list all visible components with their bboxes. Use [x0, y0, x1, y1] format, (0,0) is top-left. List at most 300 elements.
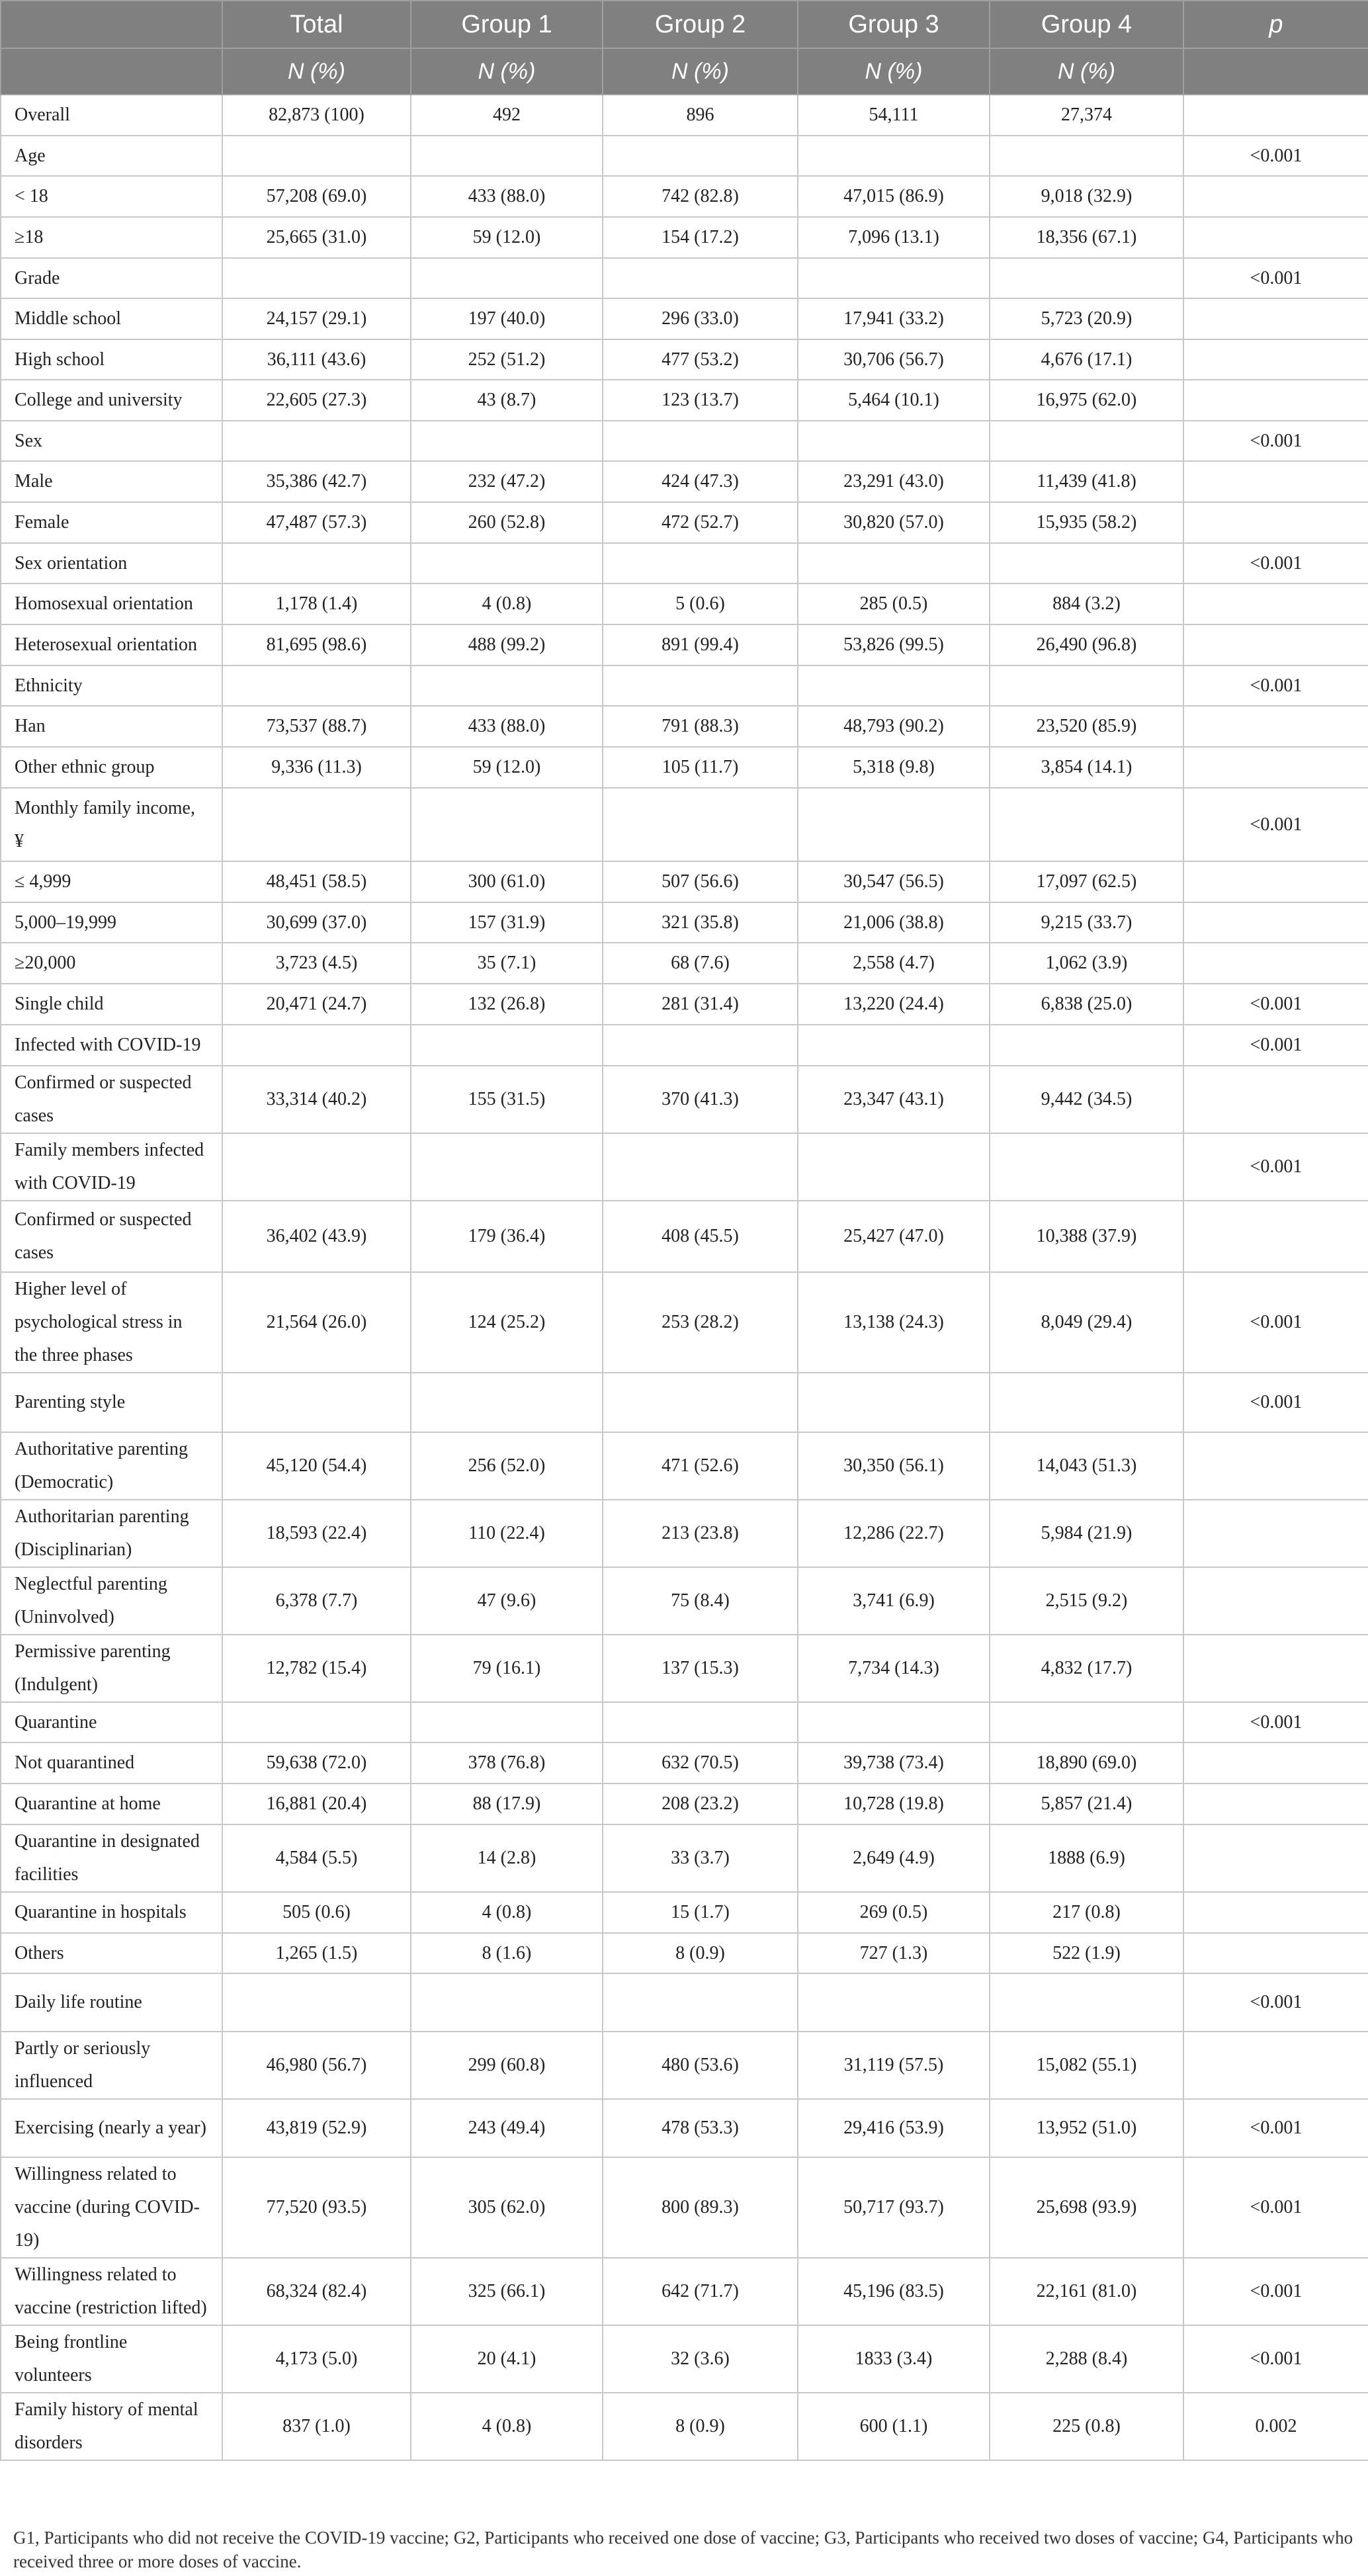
row-label-cell: Monthly family income, ¥	[1, 788, 222, 861]
row-label-cell: Other ethnic group	[1, 747, 222, 788]
p-value-cell: <0.001	[1183, 1973, 1368, 2032]
value-cell: 18,890 (69.0)	[990, 1742, 1183, 1783]
row-label-cell: ≥20,000	[1, 943, 222, 984]
value-cell	[222, 1025, 411, 1066]
p-value-cell: <0.001	[1183, 788, 1368, 861]
value-cell	[411, 543, 603, 583]
subheader-cell	[1183, 48, 1368, 95]
value-cell: 59,638 (72.0)	[222, 1742, 411, 1783]
value-cell: 4,832 (17.7)	[990, 1635, 1183, 1702]
value-cell: 17,097 (62.5)	[990, 861, 1183, 902]
table-row	[1, 2393, 1368, 2460]
value-cell: 2,288 (8.4)	[990, 2325, 1183, 2393]
table-row	[1, 1742, 1368, 1783]
value-cell: 18,593 (22.4)	[222, 1500, 411, 1567]
table-row	[1, 902, 1368, 943]
value-cell: 13,952 (51.0)	[990, 2099, 1183, 2157]
value-cell: 727 (1.3)	[798, 1933, 990, 1973]
value-cell	[798, 1973, 990, 2032]
value-cell	[990, 258, 1183, 298]
table-row	[1, 2258, 1368, 2325]
table-row	[1, 1825, 1368, 1892]
value-cell: 1,265 (1.5)	[222, 1933, 411, 1973]
row-label-cell: Middle school	[1, 298, 222, 339]
value-cell: 15,082 (55.1)	[990, 2032, 1183, 2099]
value-cell: 179 (36.4)	[411, 1201, 603, 1272]
table-row	[1, 543, 1368, 583]
value-cell: 59 (12.0)	[411, 217, 603, 258]
p-value-cell	[1183, 1825, 1368, 1892]
value-cell: 77,520 (93.5)	[222, 2157, 411, 2258]
value-cell: 299 (60.8)	[411, 2032, 603, 2099]
row-label-cell: Sex orientation	[1, 543, 222, 583]
header-cell-label	[1, 1, 222, 48]
table-row	[1, 217, 1368, 258]
p-value-cell	[1183, 902, 1368, 943]
value-cell: 30,699 (37.0)	[222, 902, 411, 943]
value-cell: 9,442 (34.5)	[990, 1066, 1183, 1133]
table-row	[1, 1783, 1368, 1825]
value-cell: 378 (76.8)	[411, 1742, 603, 1783]
value-cell: 33,314 (40.2)	[222, 1066, 411, 1133]
table-footnote: G1, Participants who did not receive the COVID-19 vaccine; G2, Participants who received one dose of vaccine; G3, Participants who received two doses of vaccine; G4, Participants who received three or more doses of vaccine.	[13, 2528, 1353, 2571]
value-cell: 25,698 (93.9)	[990, 2157, 1183, 2258]
value-cell: 154 (17.2)	[603, 217, 798, 258]
p-value-cell: <0.001	[1183, 665, 1368, 706]
value-cell: 26,490 (96.8)	[990, 624, 1183, 665]
value-cell: 137 (15.3)	[603, 1635, 798, 1702]
value-cell: 505 (0.6)	[222, 1892, 411, 1933]
value-cell: 132 (26.8)	[411, 984, 603, 1025]
value-cell: 47,015 (86.9)	[798, 176, 990, 217]
value-cell: 82,873 (100)	[222, 95, 411, 136]
value-cell	[798, 421, 990, 461]
value-cell: 47 (9.6)	[411, 1567, 603, 1635]
value-cell: 269 (0.5)	[798, 1892, 990, 1933]
row-label-cell: ≤ 4,999	[1, 861, 222, 902]
row-label-cell: Quarantine in hospitals	[1, 1892, 222, 1933]
value-cell: 15 (1.7)	[603, 1892, 798, 1933]
value-cell: 53,826 (99.5)	[798, 624, 990, 665]
value-cell: 296 (33.0)	[603, 298, 798, 339]
value-cell: 217 (0.8)	[990, 1892, 1183, 1933]
value-cell: 5,318 (9.8)	[798, 747, 990, 788]
value-cell: 5,857 (21.4)	[990, 1783, 1183, 1825]
row-label-cell: Overall	[1, 95, 222, 136]
value-cell	[222, 1702, 411, 1742]
value-cell: 1,178 (1.4)	[222, 583, 411, 624]
p-value-cell: <0.001	[1183, 2157, 1368, 2258]
value-cell	[990, 1025, 1183, 1066]
table-row	[1, 583, 1368, 624]
table-body	[1, 95, 1368, 2460]
value-cell: 57,208 (69.0)	[222, 176, 411, 217]
row-label-cell: < 18	[1, 176, 222, 217]
value-cell: 433 (88.0)	[411, 176, 603, 217]
value-cell: 105 (11.7)	[603, 747, 798, 788]
value-cell	[798, 1025, 990, 1066]
value-cell: 17,941 (33.2)	[798, 298, 990, 339]
table-row	[1, 1635, 1368, 1702]
row-label-cell: Homosexual orientation	[1, 583, 222, 624]
value-cell: 632 (70.5)	[603, 1742, 798, 1783]
value-cell	[411, 1025, 603, 1066]
table-row	[1, 421, 1368, 461]
value-cell	[222, 788, 411, 861]
p-value-cell: <0.001	[1183, 421, 1368, 461]
value-cell	[222, 543, 411, 583]
header-row	[1, 1, 1368, 48]
value-cell	[222, 1973, 411, 2032]
value-cell: 10,728 (19.8)	[798, 1783, 990, 1825]
p-value-cell: <0.001	[1183, 258, 1368, 298]
value-cell: 2,515 (9.2)	[990, 1567, 1183, 1635]
value-cell	[603, 788, 798, 861]
value-cell: 7,734 (14.3)	[798, 1635, 990, 1702]
value-cell: 45,120 (54.4)	[222, 1432, 411, 1500]
p-value-cell: <0.001	[1183, 1373, 1368, 1432]
table-row	[1, 1973, 1368, 2032]
value-cell: 433 (88.0)	[411, 706, 603, 747]
value-cell: 507 (56.6)	[603, 861, 798, 902]
value-cell: 30,820 (57.0)	[798, 502, 990, 543]
row-label-cell: Quarantine in designated facilities	[1, 1825, 222, 1892]
table-row	[1, 1702, 1368, 1742]
value-cell	[798, 1373, 990, 1432]
row-label-cell: Not quarantined	[1, 1742, 222, 1783]
row-label-cell: Infected with COVID-19	[1, 1025, 222, 1066]
value-cell	[222, 421, 411, 461]
value-cell: 8 (1.6)	[411, 1933, 603, 1973]
row-label-cell: Heterosexual orientation	[1, 624, 222, 665]
value-cell: 23,291 (43.0)	[798, 461, 990, 502]
value-cell: 50,717 (93.7)	[798, 2157, 990, 2258]
header-cell-group3: Group 3	[798, 1, 990, 48]
value-cell	[411, 1133, 603, 1201]
subheader-cell: N (%)	[798, 48, 990, 95]
value-cell: 3,854 (14.1)	[990, 747, 1183, 788]
value-cell	[798, 788, 990, 861]
value-cell: 20,471 (24.7)	[222, 984, 411, 1025]
value-cell: 9,336 (11.3)	[222, 747, 411, 788]
value-cell: 325 (66.1)	[411, 2258, 603, 2325]
value-cell	[798, 665, 990, 706]
value-cell	[603, 543, 798, 583]
value-cell: 12,782 (15.4)	[222, 1635, 411, 1702]
table-row	[1, 339, 1368, 380]
value-cell	[990, 1973, 1183, 2032]
value-cell: 252 (51.2)	[411, 339, 603, 380]
row-label-cell: Authoritarian parenting (Disciplinarian)	[1, 1500, 222, 1567]
p-value-cell: <0.001	[1183, 2325, 1368, 2393]
p-value-cell	[1183, 176, 1368, 217]
value-cell: 16,975 (62.0)	[990, 380, 1183, 421]
value-cell	[411, 788, 603, 861]
value-cell	[603, 421, 798, 461]
table-row	[1, 2157, 1368, 2258]
value-cell: 18,356 (67.1)	[990, 217, 1183, 258]
value-cell: 22,161 (81.0)	[990, 2258, 1183, 2325]
p-value-cell	[1183, 502, 1368, 543]
row-label-cell: Quarantine at home	[1, 1783, 222, 1825]
subheader-cell: N (%)	[603, 48, 798, 95]
row-label-cell: Partly or seriously influenced	[1, 2032, 222, 2099]
value-cell	[603, 665, 798, 706]
value-cell: 884 (3.2)	[990, 583, 1183, 624]
row-label-cell: Confirmed or suspected cases	[1, 1201, 222, 1272]
row-label-cell: Authoritative parenting (Democratic)	[1, 1432, 222, 1500]
table-row	[1, 1133, 1368, 1201]
value-cell: 600 (1.1)	[798, 2393, 990, 2460]
table-row	[1, 1025, 1368, 1066]
value-cell: 68,324 (82.4)	[222, 2258, 411, 2325]
p-value-cell: <0.001	[1183, 2099, 1368, 2157]
value-cell: 31,119 (57.5)	[798, 2032, 990, 2099]
value-cell: 488 (99.2)	[411, 624, 603, 665]
value-cell: 4 (0.8)	[411, 583, 603, 624]
value-cell: 522 (1.9)	[990, 1933, 1183, 1973]
value-cell	[798, 543, 990, 583]
value-cell: 285 (0.5)	[798, 583, 990, 624]
subheader-cell: N (%)	[222, 48, 411, 95]
value-cell: 10,388 (37.9)	[990, 1201, 1183, 1272]
p-value-cell	[1183, 943, 1368, 984]
p-value-cell	[1183, 1783, 1368, 1825]
value-cell	[222, 258, 411, 298]
value-cell: 13,220 (24.4)	[798, 984, 990, 1025]
value-cell: 157 (31.9)	[411, 902, 603, 943]
value-cell: 75 (8.4)	[603, 1567, 798, 1635]
value-cell: 12,286 (22.7)	[798, 1500, 990, 1567]
value-cell: 48,451 (58.5)	[222, 861, 411, 902]
value-cell	[798, 1702, 990, 1742]
value-cell: 21,006 (38.8)	[798, 902, 990, 943]
value-cell: 478 (53.3)	[603, 2099, 798, 2157]
value-cell	[990, 1702, 1183, 1742]
p-value-cell	[1183, 706, 1368, 747]
value-cell: 23,520 (85.9)	[990, 706, 1183, 747]
value-cell: 30,350 (56.1)	[798, 1432, 990, 1500]
value-cell: 54,111	[798, 95, 990, 136]
value-cell: 22,605 (27.3)	[222, 380, 411, 421]
value-cell: 800 (89.3)	[603, 2157, 798, 2258]
subheader-cell: N (%)	[990, 48, 1183, 95]
p-value-cell	[1183, 1635, 1368, 1702]
p-value-cell: <0.001	[1183, 1025, 1368, 1066]
row-label-cell: Han	[1, 706, 222, 747]
row-label-cell: Willingness related to vaccine (restriction lifted)	[1, 2258, 222, 2325]
value-cell: 197 (40.0)	[411, 298, 603, 339]
value-cell: 370 (41.3)	[603, 1066, 798, 1133]
subheader-row	[1, 48, 1368, 95]
p-value-cell	[1183, 380, 1368, 421]
table-row	[1, 136, 1368, 176]
p-value-cell	[1183, 1201, 1368, 1272]
p-value-cell: <0.001	[1183, 984, 1368, 1025]
value-cell	[411, 1973, 603, 2032]
value-cell: 5 (0.6)	[603, 583, 798, 624]
value-cell	[798, 136, 990, 176]
value-cell	[603, 1373, 798, 1432]
p-value-cell: 0.002	[1183, 2393, 1368, 2460]
value-cell: 11,439 (41.8)	[990, 461, 1183, 502]
value-cell: 39,738 (73.4)	[798, 1742, 990, 1783]
table-row	[1, 95, 1368, 136]
table-row	[1, 624, 1368, 665]
header-cell-total: Total	[222, 1, 411, 48]
value-cell: 47,487 (57.3)	[222, 502, 411, 543]
value-cell: 20 (4.1)	[411, 2325, 603, 2393]
value-cell	[603, 1702, 798, 1742]
value-cell: 5,984 (21.9)	[990, 1500, 1183, 1567]
p-value-cell	[1183, 339, 1368, 380]
p-value-cell: <0.001	[1183, 543, 1368, 583]
value-cell: 48,793 (90.2)	[798, 706, 990, 747]
p-value-cell	[1183, 1567, 1368, 1635]
row-label-cell: Being frontline volunteers	[1, 2325, 222, 2393]
value-cell: 88 (17.9)	[411, 1783, 603, 1825]
value-cell	[603, 258, 798, 298]
value-cell: 492	[411, 95, 603, 136]
value-cell: 15,935 (58.2)	[990, 502, 1183, 543]
row-label-cell: Male	[1, 461, 222, 502]
subheader-cell	[1, 48, 222, 95]
value-cell: 110 (22.4)	[411, 1500, 603, 1567]
value-cell: 3,741 (6.9)	[798, 1567, 990, 1635]
p-value-cell	[1183, 1892, 1368, 1933]
value-cell: 477 (53.2)	[603, 339, 798, 380]
table-row	[1, 2032, 1368, 2099]
value-cell: 9,215 (33.7)	[990, 902, 1183, 943]
table-row	[1, 706, 1368, 747]
p-value-cell	[1183, 461, 1368, 502]
value-cell: 281 (31.4)	[603, 984, 798, 1025]
value-cell: 16,881 (20.4)	[222, 1783, 411, 1825]
value-cell: 4 (0.8)	[411, 1892, 603, 1933]
table-row	[1, 2325, 1368, 2393]
value-cell	[798, 1133, 990, 1201]
value-cell: 46,980 (56.7)	[222, 2032, 411, 2099]
value-cell: 5,723 (20.9)	[990, 298, 1183, 339]
row-label-cell: ≥18	[1, 217, 222, 258]
header-cell-group4: Group 4	[990, 1, 1183, 48]
header-cell-group1: Group 1	[411, 1, 603, 48]
table-row	[1, 380, 1368, 421]
table-row	[1, 984, 1368, 1025]
value-cell: 225 (0.8)	[990, 2393, 1183, 2460]
value-cell	[411, 136, 603, 176]
value-cell: 35,386 (42.7)	[222, 461, 411, 502]
p-value-cell	[1183, 583, 1368, 624]
value-cell: 25,665 (31.0)	[222, 217, 411, 258]
value-cell: 6,838 (25.0)	[990, 984, 1183, 1025]
row-label-cell: Higher level of psychological stress in the three phases	[1, 1272, 222, 1373]
row-label-cell: Female	[1, 502, 222, 543]
header-cell-group2: Group 2	[603, 1, 798, 48]
value-cell: 5,464 (10.1)	[798, 380, 990, 421]
value-cell: 480 (53.6)	[603, 2032, 798, 2099]
table-row	[1, 1201, 1368, 1272]
table-row	[1, 1567, 1368, 1635]
table-row	[1, 461, 1368, 502]
row-label-cell: Willingness related to vaccine (during COVID-19)	[1, 2157, 222, 2258]
header-cell-p: p	[1183, 1, 1368, 48]
p-value-cell	[1183, 624, 1368, 665]
value-cell: 424 (47.3)	[603, 461, 798, 502]
row-label-cell: Family members infected with COVID-19	[1, 1133, 222, 1201]
value-cell	[222, 1373, 411, 1432]
table-row	[1, 1500, 1368, 1567]
value-cell: 30,547 (56.5)	[798, 861, 990, 902]
p-value-cell	[1183, 1500, 1368, 1567]
value-cell	[990, 1373, 1183, 1432]
value-cell: 30,706 (56.7)	[798, 339, 990, 380]
table-header	[1, 1, 1368, 95]
value-cell: 36,111 (43.6)	[222, 339, 411, 380]
p-value-cell	[1183, 298, 1368, 339]
table-row	[1, 298, 1368, 339]
value-cell: 9,018 (32.9)	[990, 176, 1183, 217]
value-cell: 68 (7.6)	[603, 943, 798, 984]
p-value-cell: <0.001	[1183, 136, 1368, 176]
value-cell	[411, 258, 603, 298]
value-cell: 896	[603, 95, 798, 136]
value-cell: 791 (88.3)	[603, 706, 798, 747]
value-cell: 408 (45.5)	[603, 1201, 798, 1272]
table-row	[1, 1373, 1368, 1432]
value-cell: 45,196 (83.5)	[798, 2258, 990, 2325]
value-cell: 232 (47.2)	[411, 461, 603, 502]
p-value-cell: <0.001	[1183, 1702, 1368, 1742]
row-label-cell: Permissive parenting (Indulgent)	[1, 1635, 222, 1702]
value-cell	[990, 1133, 1183, 1201]
value-cell: 2,558 (4.7)	[798, 943, 990, 984]
value-cell: 155 (31.5)	[411, 1066, 603, 1133]
row-label-cell: 5,000–19,999	[1, 902, 222, 943]
table-row	[1, 1272, 1368, 1373]
value-cell: 253 (28.2)	[603, 1272, 798, 1373]
row-label-cell: Sex	[1, 421, 222, 461]
value-cell: 43,819 (52.9)	[222, 2099, 411, 2157]
value-cell: 305 (62.0)	[411, 2157, 603, 2258]
row-label-cell: Ethnicity	[1, 665, 222, 706]
row-label-cell: High school	[1, 339, 222, 380]
row-label-cell: Neglectful parenting (Uninvolved)	[1, 1567, 222, 1635]
p-value-cell	[1183, 861, 1368, 902]
value-cell	[990, 421, 1183, 461]
p-value-cell	[1183, 1933, 1368, 1973]
p-value-cell: <0.001	[1183, 1272, 1368, 1373]
table-row	[1, 747, 1368, 788]
value-cell: 256 (52.0)	[411, 1432, 603, 1500]
p-value-cell: <0.001	[1183, 2258, 1368, 2325]
row-label-cell: Grade	[1, 258, 222, 298]
value-cell: 243 (49.4)	[411, 2099, 603, 2157]
p-value-cell	[1183, 747, 1368, 788]
value-cell: 837 (1.0)	[222, 2393, 411, 2460]
value-cell: 6,378 (7.7)	[222, 1567, 411, 1635]
value-cell: 1833 (3.4)	[798, 2325, 990, 2393]
value-cell: 35 (7.1)	[411, 943, 603, 984]
table-row	[1, 665, 1368, 706]
value-cell: 1888 (6.9)	[990, 1825, 1183, 1892]
value-cell: 13,138 (24.3)	[798, 1272, 990, 1373]
table-row	[1, 861, 1368, 902]
value-cell: 36,402 (43.9)	[222, 1201, 411, 1272]
value-cell: 23,347 (43.1)	[798, 1066, 990, 1133]
table-row	[1, 2099, 1368, 2157]
value-cell: 8 (0.9)	[603, 1933, 798, 1973]
